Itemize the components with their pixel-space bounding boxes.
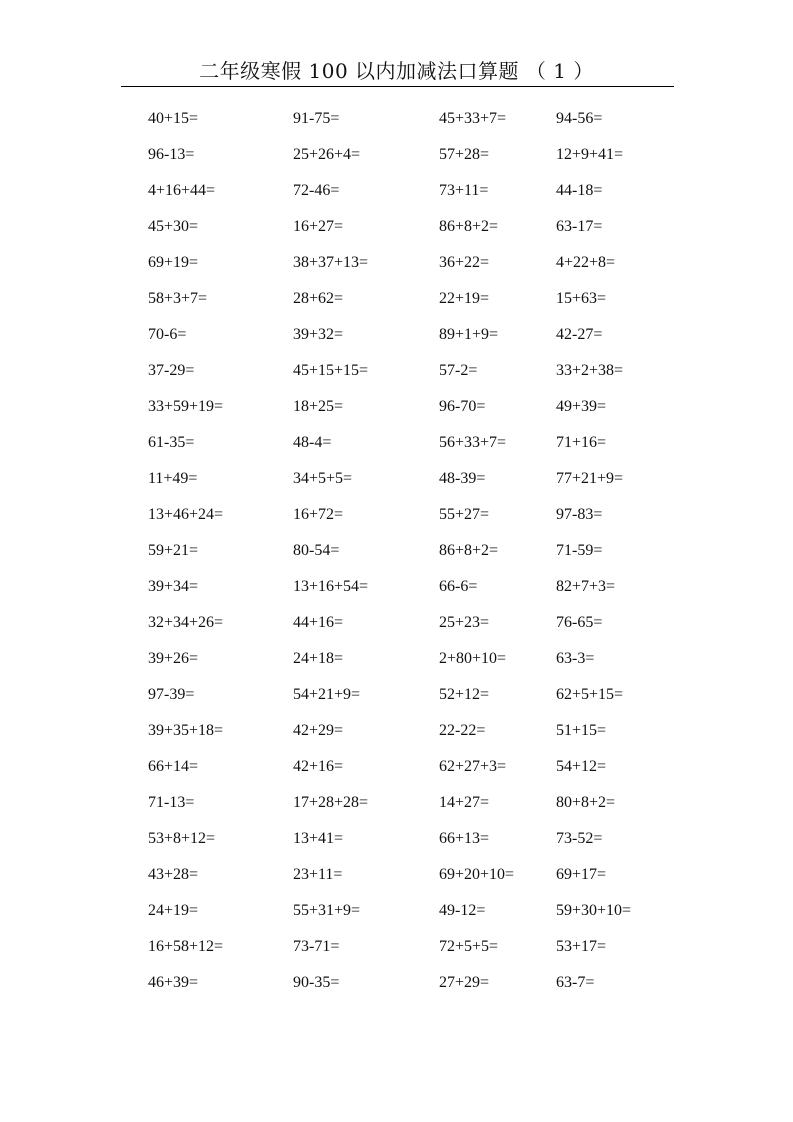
problem-item: 25+26+4= bbox=[293, 146, 361, 163]
problem-item: 40+15= bbox=[148, 110, 199, 127]
problem-row bbox=[0, 281, 793, 317]
problem-row bbox=[0, 425, 793, 461]
problem-row bbox=[0, 245, 793, 281]
problem-item: 24+19= bbox=[148, 902, 199, 919]
problem-item: 49-12= bbox=[439, 902, 486, 919]
problem-item: 55+27= bbox=[439, 506, 490, 523]
problem-item: 33+59+19= bbox=[148, 398, 224, 415]
problem-item: 91-75= bbox=[293, 110, 340, 127]
problem-row bbox=[0, 569, 793, 605]
problem-item: 4+22+8= bbox=[556, 254, 616, 271]
problem-grid bbox=[0, 101, 793, 1001]
problem-item: 72-46= bbox=[293, 182, 340, 199]
problem-item: 42+29= bbox=[293, 722, 344, 739]
problem-row bbox=[0, 461, 793, 497]
problem-item: 48-4= bbox=[293, 434, 332, 451]
problem-item: 13+41= bbox=[293, 830, 344, 847]
problem-row bbox=[0, 353, 793, 389]
problem-item: 28+62= bbox=[293, 290, 344, 307]
problem-item: 44+16= bbox=[293, 614, 344, 631]
problem-item: 23+11= bbox=[293, 866, 343, 883]
problem-item: 22-22= bbox=[439, 722, 486, 739]
problem-item: 94-56= bbox=[556, 110, 603, 127]
problem-item: 69+19= bbox=[148, 254, 199, 271]
problem-item: 45+30= bbox=[148, 218, 199, 235]
problem-item: 46+39= bbox=[148, 974, 199, 991]
problem-row bbox=[0, 497, 793, 533]
problem-item: 62+27+3= bbox=[439, 758, 507, 775]
page-title: 二年级寒假 100 以内加减法口算题 （ 1 ） bbox=[199, 59, 594, 83]
problem-item: 11+49= bbox=[148, 470, 198, 487]
problem-item: 80+8+2= bbox=[556, 794, 616, 811]
problem-item: 38+37+13= bbox=[293, 254, 369, 271]
problem-row bbox=[0, 641, 793, 677]
problem-item: 66-6= bbox=[439, 578, 478, 595]
problem-item: 45+33+7= bbox=[439, 110, 507, 127]
problem-row bbox=[0, 893, 793, 929]
problem-row bbox=[0, 821, 793, 857]
problem-item: 4+16+44= bbox=[148, 182, 216, 199]
problem-item: 56+33+7= bbox=[439, 434, 507, 451]
problem-item: 16+72= bbox=[293, 506, 344, 523]
problem-item: 57-2= bbox=[439, 362, 478, 379]
problem-item: 76-65= bbox=[556, 614, 603, 631]
problem-item: 54+21+9= bbox=[293, 686, 361, 703]
problem-item: 44-18= bbox=[556, 182, 603, 199]
problem-item: 27+29= bbox=[439, 974, 490, 991]
problem-row bbox=[0, 785, 793, 821]
problem-item: 80-54= bbox=[293, 542, 340, 559]
problem-row bbox=[0, 101, 793, 137]
problem-item: 16+27= bbox=[293, 218, 344, 235]
problem-item: 59+30+10= bbox=[556, 902, 632, 919]
problem-item: 53+8+12= bbox=[148, 830, 216, 847]
problem-item: 66+13= bbox=[439, 830, 490, 847]
problem-row bbox=[0, 929, 793, 965]
problem-row bbox=[0, 137, 793, 173]
problem-item: 96-13= bbox=[148, 146, 195, 163]
problem-row bbox=[0, 677, 793, 713]
problem-item: 73-52= bbox=[556, 830, 603, 847]
problem-item: 96-70= bbox=[439, 398, 486, 415]
problem-row bbox=[0, 857, 793, 893]
problem-item: 86+8+2= bbox=[439, 542, 499, 559]
problem-item: 24+18= bbox=[293, 650, 344, 667]
problem-item: 59+21= bbox=[148, 542, 199, 559]
problem-item: 77+21+9= bbox=[556, 470, 624, 487]
problem-item: 48-39= bbox=[439, 470, 486, 487]
problem-row bbox=[0, 749, 793, 785]
problem-item: 69+17= bbox=[556, 866, 607, 883]
problem-item: 51+15= bbox=[556, 722, 607, 739]
problem-item: 14+27= bbox=[439, 794, 490, 811]
problem-item: 73+11= bbox=[439, 182, 489, 199]
problem-item: 61-35= bbox=[148, 434, 195, 451]
problem-item: 13+46+24= bbox=[148, 506, 224, 523]
problem-item: 39+26= bbox=[148, 650, 199, 667]
problem-item: 73-71= bbox=[293, 938, 340, 955]
problem-item: 13+16+54= bbox=[293, 578, 369, 595]
problem-item: 15+63= bbox=[556, 290, 607, 307]
problem-row bbox=[0, 209, 793, 245]
problem-item: 43+28= bbox=[148, 866, 199, 883]
problem-item: 70-6= bbox=[148, 326, 187, 343]
problem-item: 71-13= bbox=[148, 794, 195, 811]
problem-item: 17+28+28= bbox=[293, 794, 369, 811]
problem-row bbox=[0, 317, 793, 353]
problem-item: 32+34+26= bbox=[148, 614, 224, 631]
problem-item: 16+58+12= bbox=[148, 938, 224, 955]
problem-item: 63-7= bbox=[556, 974, 595, 991]
problem-item: 25+23= bbox=[439, 614, 490, 631]
problem-item: 72+5+5= bbox=[439, 938, 499, 955]
problem-item: 18+25= bbox=[293, 398, 344, 415]
problem-item: 66+14= bbox=[148, 758, 199, 775]
problem-item: 58+3+7= bbox=[148, 290, 208, 307]
problem-item: 49+39= bbox=[556, 398, 607, 415]
problem-item: 57+28= bbox=[439, 146, 490, 163]
problem-item: 63-3= bbox=[556, 650, 595, 667]
problem-item: 34+5+5= bbox=[293, 470, 353, 487]
problem-item: 90-35= bbox=[293, 974, 340, 991]
problem-row bbox=[0, 713, 793, 749]
problem-item: 89+1+9= bbox=[439, 326, 499, 343]
problem-item: 55+31+9= bbox=[293, 902, 361, 919]
problem-item: 71-59= bbox=[556, 542, 603, 559]
problem-item: 37-29= bbox=[148, 362, 195, 379]
problem-row bbox=[0, 173, 793, 209]
problem-item: 69+20+10= bbox=[439, 866, 515, 883]
problem-item: 39+32= bbox=[293, 326, 344, 343]
problem-item: 42-27= bbox=[556, 326, 603, 343]
problem-item: 63-17= bbox=[556, 218, 603, 235]
problem-item: 82+7+3= bbox=[556, 578, 616, 595]
problem-row bbox=[0, 605, 793, 641]
problem-item: 52+12= bbox=[439, 686, 490, 703]
problem-item: 2+80+10= bbox=[439, 650, 507, 667]
problem-item: 39+34= bbox=[148, 578, 199, 595]
problem-item: 62+5+15= bbox=[556, 686, 624, 703]
problem-item: 36+22= bbox=[439, 254, 490, 271]
problem-item: 42+16= bbox=[293, 758, 344, 775]
title-underline bbox=[121, 86, 674, 87]
problem-item: 71+16= bbox=[556, 434, 607, 451]
problem-row bbox=[0, 533, 793, 569]
problem-item: 97-39= bbox=[148, 686, 195, 703]
problem-item: 45+15+15= bbox=[293, 362, 369, 379]
problem-item: 33+2+38= bbox=[556, 362, 624, 379]
problem-item: 22+19= bbox=[439, 290, 490, 307]
problem-item: 54+12= bbox=[556, 758, 607, 775]
problem-item: 86+8+2= bbox=[439, 218, 499, 235]
problem-item: 12+9+41= bbox=[556, 146, 624, 163]
problem-item: 97-83= bbox=[556, 506, 603, 523]
problem-row bbox=[0, 389, 793, 425]
problem-row bbox=[0, 965, 793, 1001]
problem-item: 39+35+18= bbox=[148, 722, 224, 739]
problem-item: 53+17= bbox=[556, 938, 607, 955]
